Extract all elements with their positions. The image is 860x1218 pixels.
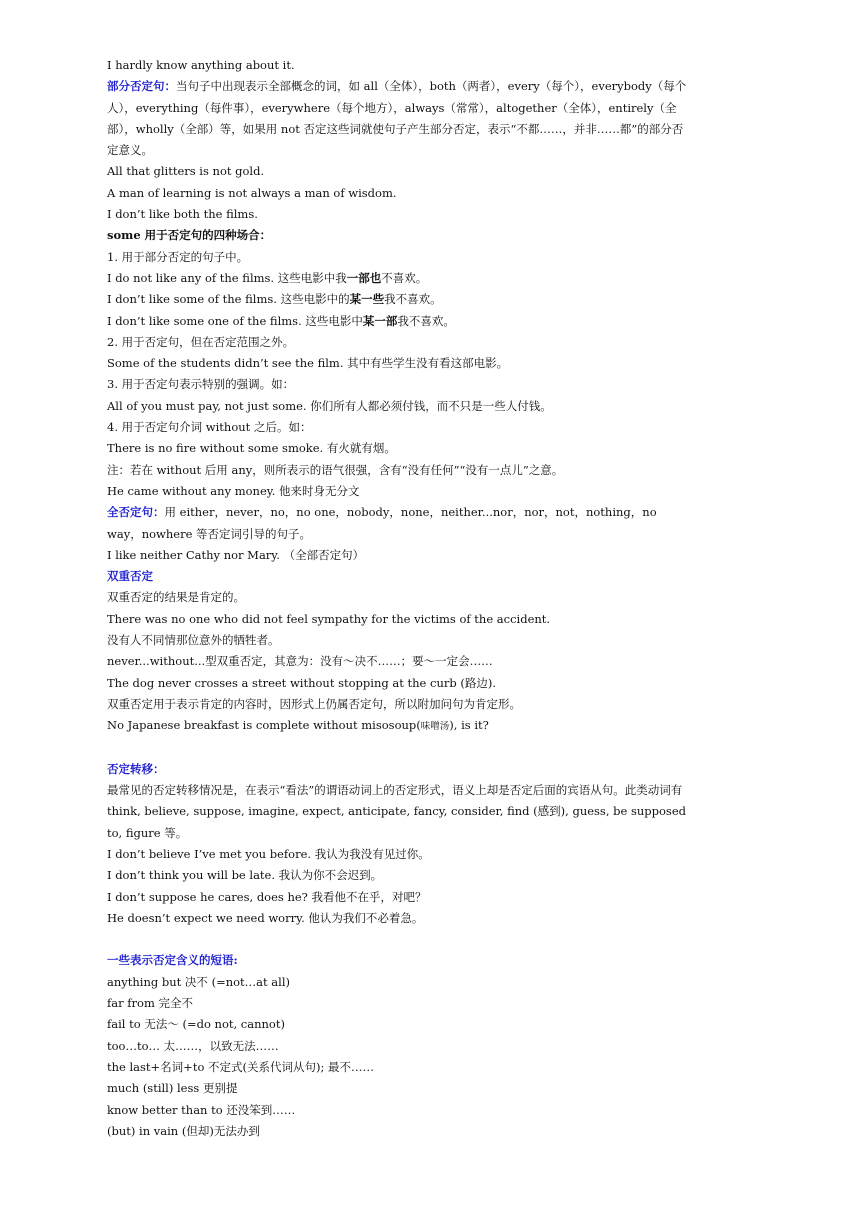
- example-text: 我不喜欢。: [397, 313, 455, 328]
- paragraph-text: 用 either，never，no，no one，nobody，none，neither...nor，nor，not，nothing，no way，nowhere 等否定词引导的句子。: [107, 505, 657, 541]
- note: 注：若在 without 后用 any，则所表示的语气很强，含有“没有任何”“没有一点儿”之意。: [107, 462, 564, 477]
- phrase-item: anything but 决不 (=not…at all): [107, 974, 290, 989]
- example-sentence: Some of the students didn’t see the film. 其中有些学生没有看这部电影。: [107, 356, 509, 371]
- sentence: I hardly know anything about it.: [107, 58, 295, 72]
- gloss-text: 味噌汤: [420, 721, 450, 733]
- section-heading-negative-phrases: 一些表示否定含义的短语:: [107, 953, 238, 968]
- example-sentence: [107, 311, 692, 332]
- example-text: 我不喜欢。: [384, 292, 442, 307]
- section-heading-full-negation: 全否定句：: [107, 505, 165, 520]
- list-item: 3. 用于否定句表示特别的强调。如：: [107, 377, 295, 392]
- spacer: [107, 738, 692, 759]
- paragraph-partial-negation: [107, 76, 692, 161]
- paragraph-full-negation: [107, 502, 692, 545]
- example-sentence: All of you must pay, not just some. 你们所有人都必须付钱，而不只是一些人付钱。: [107, 398, 552, 413]
- example-sentence: I don’t suppose he cares, does he? 我看他不在乎，对吧？: [107, 889, 427, 904]
- paragraph-text: 双重否定用于表示肯定的内容时，因形式上仍属否定句，所以附加问句为肯定形。: [107, 696, 521, 711]
- phrase-item: too…to… 太……，以致无法……: [107, 1038, 279, 1053]
- example-sentence: There is no fire without some smoke. 有火就有烟。: [107, 441, 396, 456]
- document-page: [107, 55, 692, 1142]
- phrase-item: the last+名词+to 不定式(关系代词从句); 最不……: [107, 1059, 375, 1074]
- example-text: I don’t like some of the films. 这些电影中的: [107, 292, 350, 307]
- example-sentence: I don’t think you will be late. 我认为你不会迟到。: [107, 868, 383, 883]
- phrase-item: much (still) less 更别提: [107, 1081, 238, 1096]
- example-sentence: I like neither Cathy nor Mary. （全部否定句）: [107, 547, 365, 562]
- paragraph-text: 双重否定的结果是肯定的。: [107, 590, 245, 605]
- spacer: [107, 929, 692, 950]
- example-sentence: I don’t believe I’ve met you before. 我认为我没有见过你。: [107, 846, 430, 861]
- subheading-some: some 用于否定句的四种场合：: [107, 228, 272, 243]
- example-sentence: [107, 289, 692, 310]
- example-text: I do not like any of the films. 这些电影中我: [107, 270, 347, 285]
- example-text: 不喜欢。: [381, 270, 428, 285]
- phrase-item: (but) in vain (但却)无法办到: [107, 1123, 260, 1138]
- example-sentence: He came without any money. 他来时身无分文: [107, 483, 360, 498]
- example-sentence: All that glitters is not gold.: [107, 164, 265, 179]
- example-sentence: A man of learning is not always a man of wisdom.: [107, 185, 397, 200]
- example-sentence: There was no one who did not feel sympathy for the victims of the accident.: [107, 611, 551, 626]
- section-heading-negation-transfer: 否定转移：: [107, 761, 165, 776]
- emphasis-text: 某一部: [362, 313, 398, 328]
- example-text: ), is it?: [449, 718, 489, 733]
- example-sentence: [107, 268, 692, 289]
- phrase-item: far from 完全不: [107, 996, 194, 1011]
- emphasis-text: 某一些: [349, 292, 385, 307]
- paragraph-text: 最常见的否定转移情况是，在表示“看法”的谓语动词上的否定形式，语义上却是否定后面的宾语从句。此类动词有 think, believe, suppose, imagine, expect, anticipate, fancy, consider, find (感到), guess, be supposed to, figure 等。: [107, 783, 686, 840]
- emphasis-text: 一部也: [346, 270, 382, 285]
- example-sentence: He doesn’t expect we need worry. 他认为我们不必着急。: [107, 910, 424, 925]
- paragraph-text: never...without...型双重否定，其意为：没有～决不……；要～一定会……: [107, 654, 493, 669]
- list-item: 2. 用于否定句，但在否定范围之外。: [107, 334, 295, 349]
- section-heading-double-negation: 双重否定: [107, 569, 153, 584]
- example-sentence: I don’t like both the films.: [107, 207, 258, 222]
- section-heading-partial-negation: 部分否定句：: [107, 79, 176, 94]
- phrase-item: know better than to 还没笨到……: [107, 1102, 296, 1117]
- example-text: I don’t like some one of the films. 这些电影中: [107, 313, 363, 328]
- phrase-item: fail to 无法～ (=do not, cannot): [107, 1017, 285, 1032]
- example-text: No Japanese breakfast is complete without misosoup(: [107, 718, 421, 733]
- example-sentence: The dog never crosses a street without stopping at the curb (路边).: [107, 675, 496, 690]
- example-sentence: [107, 715, 692, 737]
- paragraph-text: 当句子中出现表示全部概念的词，如 all（全体），both（两者），every（每个），everybody（每个人），everything（每件事），everywhere（每个地方），always（常常），altogether（全体），entirely（全部），wholly（全部）等，如果用 not 否定这些词就使句子产生部分否定，表示“不都……，并非……都”的部分否定意义。: [107, 79, 687, 158]
- list-item: 4. 用于否定句介词 without 之后。如：: [107, 420, 312, 435]
- translation: 没有人不同情那位意外的牺牲者。: [107, 633, 280, 648]
- list-item: 1. 用于部分否定的句子中。: [107, 249, 249, 264]
